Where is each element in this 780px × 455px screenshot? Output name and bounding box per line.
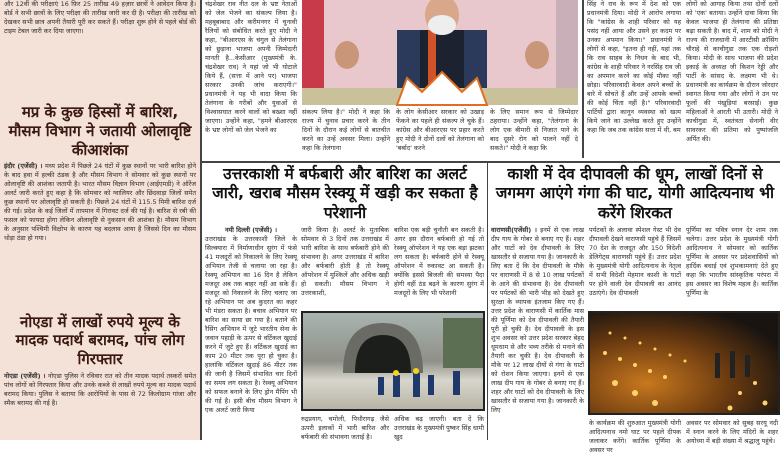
dateline: नयी दिल्ली (एजेंसी) । <box>224 226 278 235</box>
horizontal-rule <box>202 161 780 163</box>
headline-kashi-dev-deepawali: काशी में देव दीपावली की धूम, लाखों दिनों से जगमग आएंगे गंगा की घाट, योगी आदित्यनाथ भी करेंगे शिरकत <box>495 165 775 222</box>
ganga-ghat-diyas-photo <box>588 311 780 415</box>
uttarkashi-col-d: रुद्रप्रयाग, चमोली, पिथौरागढ़ जैसे ऊपरी इलाकों में भारी बारिश और बर्फबारी की संभावना जताई है। <box>301 415 389 442</box>
uttarkashi-col-a <box>205 226 297 440</box>
kashi-col-d: के कार्यक्रम की शुरुआत मुख्यमंत्री योगी आदित्यनाथ नमो घाट पर पहले दीपक जलाकर करेंगे। कार्तिक पूर्णिमा के अवसर पर <box>589 419 681 455</box>
uttarkashi-body <box>205 226 485 440</box>
article-noida-drugs <box>4 372 196 440</box>
dateline: वाराणसी(एजेंसी) । <box>491 226 537 235</box>
article-body: नोएडा पुलिस ने रविवार रात को तीन मादक पदार्थ तस्करों समेत पांच लोगों को गिरफ्तार किया और उनके कब्जे से लाखों रुपये मूल्य का मादक पदार्थ बरामद किया। पुलिस ने बताया कि आरोपियों के पास से 72 किलोग्राम गांजा और स्मैक बरामद की गई है। <box>4 371 196 407</box>
modi-story-col-b: संकल्प लिया है।" मोदी ने कहा कि राज्य में चुनाव प्रचार करने के तीन दिनों के दौरान कई लोगों से बातचीत करने का उन्हें अवसर मिला। उन्होंने कहा कि तेलंगाना <box>302 108 390 152</box>
article-body: मध्य प्रदेश में पिछले 24 घंटों में कुछ स्थानों पर भारी बारिश होने के बाद हवा में हल्की ठंडक है और मौसम विभाग ने सोमवार को कुछ स्थानों पर ओलावृष्टि की आशंका जतायी है। भारत मौसम विज्ञान विभाग (आईएमडी) ने ऑरेंज अलर्ट जारी करते हुए कहा है कि सोमवार को ग्वालियर और छिंदवाड़ा जिलों समेत कुछ स्थानों पर ओलावृष्टि हो सकती है। पिछले 24 घंटों में 115.5 मिमी बारिश दर्ज की गई। प्रदेश के कई जिलों में तापमान में गिरावट दर्ज की गई है। बारिश से रबी की फसल को फायदा होगा लेकिन ओलावृष्टि से नुकसान की आशंका है। मौसम विभाग के अनुसार पश्चिमी विक्षोभ के कारण यह बदलाव आया है जिससे दिन का मौसम थोड़ा ठंडा हो गया। <box>4 162 197 243</box>
tunnel-illustration <box>303 313 483 409</box>
kashi-body <box>490 226 780 455</box>
modi-story-col-f: लोगों को आगाह किया तथा दोनों दलों को 'एक' बताया। उन्होंने दावा किया कि केवल भाजपा ही तेलंगाना की प्रतिष्ठा बढ़ा सकती है। बाद में, शाम को मोदी ने राज्य की राजधानी में आरटीसी क्रॉसिंग चौराहे से काचीगुडा तक एक रोड़शो किया। मोदी के साथ भाजपा की प्रदेश इकाई के अध्यक्ष जी किशन रेड्डी और पार्टी के सांसद के. लक्ष्मण भी थे। प्रधानमंत्री का कार्यक्रम के दौरान जोरदार स्वागत किया गया और लोगों ने उन पर फूलों की पंखुड़ियां बरसाईं। कुछ महिलाओं ने आरती भी उतारी। मोदी ने काचीगुडा में, स्वतंत्रता सेनानी वीर सावरकर की प्रतिमा को पुष्पांजलि अर्पित की। <box>686 0 778 143</box>
kashi-col-e: अवसर पर सोमवार को सुबह सरयू नदी में स्नान करने के लिए मंदिरों के शहर अयोध्या में बड़ी संख्या में श्रद्धालु पहुंचे। <box>686 419 778 446</box>
column-divider <box>487 163 488 440</box>
kashi-story <box>490 164 780 455</box>
article-mp-rain <box>4 162 196 308</box>
uttarkashi-col-b: जारी किया है। अलर्ट के मुताबिक सोमवार से 3 दिनों तक उत्तराखंड में भारी बारिश के साथ बर्फबारी होने की संभावना है। अगर उत्तराखंड में बारिश और बर्फबारी होती है तो रेस्क्यू ऑपरेशन में मुश्किलें और अधिक खड़ी हो सकती। मौसम विभाग ने उत्तरकाशी, <box>301 226 389 298</box>
kashi-col-a <box>491 226 584 440</box>
tunnel-rescue-photo <box>301 311 485 411</box>
dateline: नोएडा (एजेंसी) । <box>4 371 46 380</box>
headline-uttarkashi: उत्तरकाशी में बर्फबारी और बारिश का अलर्ट जारी, खराब मौसम रेस्क्यू में खड़ी कर सकता है परेशानी <box>212 165 478 222</box>
column-divider <box>582 0 584 158</box>
kashi-col-c: पूर्णिमा का पवित्र स्नान देर शाम तक चलेगा। उत्तर प्रदेश के मुख्यमंत्री योगी आदित्यनाथ ने सोमवार को कार्तिक पूर्णिमा के अवसर पर प्रदेशवासियों को हार्दिक बधाई एवं शुभकामनाएं देते हुए कहा कि भारतीय सांस्कृतिक परंपरा में इस अवसर का विशेष महत्व है। कार्तिक पूर्णिमा के <box>686 226 778 298</box>
headline-mp-rain: मप्र के कुछ हिस्सों में बारिश, मौसम विभाग ने जतायी ओलावृष्टि कीआशंका <box>8 103 192 159</box>
left-top-text: और 12वीं की परीक्षाएं 16 फ़िर 25 तारीख 49 हज़ार छात्रों ने आवेदन किया है। बोर्ड ने सभी छात्रों के लिए परीक्षा की तारीख जारी कर दी है। परीक्षा की तारीख को देखकर सभी छात्र अपनी तैयारी पूरी कर सकते हैं। परीक्षा शुरू होने से पहले बोर्ड की टाइम टेबल जारी कर दिया जाएगा। <box>4 0 196 35</box>
article-body: उत्तराखंड के उत्तरकाशी जिले के सिल्क्यारा में निर्माणाधीन सुरंग में फंसे 41 मजदूरों को निकालने के लिए रेस्क्यू अभियान तेजी से चलाया जा रहा है। रेस्क्यू अभियान का 16 दिन है लेकिन मजदूर अब तक बाहर नहीं आ सके हैं। मजदूर को निकालने के लिए चलाए जा रहे अभियान पर अब कुदरत का कहर भी मंडरा सकता है। बचाव अभियान पर बारिश का साया छा गया है। बताने की रैसिंग अभियान में जुटे भारतीय सेना के जवान पहाड़ी के ऊपर से वर्टिकल खुदाई करने में जुटे हुए हैं। वर्टिकल खुदाई का काम 20 मीटर तक पूरा हो चुका है। हालांकि वर्टिकल खुदाई 86 मीटर तक की जानी है जिसमें संभावित चार दिनों का समय लग सकता है। रेस्क्यू अभियान को सफल बनाने के लिए ड्रोन मैपिंग भी की गई है। इसी बीच मौसम विभाग ने एक अलर्ट जारी किया <box>205 235 297 415</box>
uttarkashi-story <box>205 164 485 440</box>
kashi-col-b: पर्यटकों के अलावा स्पेशल गेस्ट भी देव दीपावली देखने वाराणसी पहुंचे हैं जिसमें 70 देश के राजदूत और 150 विदेशी डेलिगेट्स वाराणसी पहुंचे हैं। उत्तर प्रदेश के मुख्यमंत्री योगी आदित्यनाथ के नेतृत्व में सभी विदेशी मेहमान काशी के घाटों पर होने वाली देव दीपावली का आनंद उठाएंगे। देव दीपावली <box>589 226 681 298</box>
modi-story-col-e: सिंह ने राव के रूप में देश को एक प्रधानमंत्री दिया। मोदी ने आरोप लगाया कि "कांग्रेस के शाही परिवार को यह पसंद नहीं आया और उसने हर कदम पर उनका अपमान किया।" प्रधानमंत्री ने लोगों से कहा, "इतना ही नहीं, यहां तक कि राव साहब के निधन के बाद भी, कांग्रेस के शाही परिवार ने नरसिंह राव जी का अपमान करने का कोई मौका नहीं छोड़ा। परिवारवादी केवल अपने बच्चों के बारे में सोचते हैं और उन्हें आपके बच्चों की कोई चिंता नहीं है।" परिवारवादी पार्टियों द्वारा कानून व्यवस्था को खत्म किये जाने का उल्लेख करते हुए उन्होंने कहा कि जब तक कांग्रेस सत्ता में थी, बम <box>587 0 681 134</box>
diyas-illustration <box>590 313 778 413</box>
speaker-illustration <box>302 0 578 105</box>
modi-rally-photo <box>302 0 578 105</box>
modi-story-col-a: चंद्रशेखर राव नीत दल के भ्रष्ट नेताओं को जेल भेजने का संकल्प लिया है। महबूबाबाद और करीमनगर में चुनावी रैलियों को संबोधित करते हुए मोदी ने कहा, "बीआरएस के चंगुल से तेलंगाना को छुड़ाना भाजपा अपनी जिम्मेदारी मानती है...केसीआर (मुख्यमंत्री के. चंद्रशेखर राव) ने यहां जो भी घोटाले किये हैं, (सत्ता में आने पर) भाजपा सरकार उनकी जांच कराएगी।" प्रधानमंत्री ने यह भी वादा किया कि तेलंगाना के गरीबों और युवाओं से विश्वासघात करने वालों को बख्शा नहीं जाएगा। उन्होंने कहा, "हमने बीआरएस के भ्रष्ट लोगों को जेल भेजने का <box>205 0 297 134</box>
headline-noida-drugs: नोएडा में लाखों रुपये मूल्य के मादक पदार्थ बरामद, पांच लोग गिरफ्तार <box>15 312 185 368</box>
uttarkashi-col-c: बारिश एक बड़ी चुनौती बन सकती है। अगर इस दौरान बर्फबारी हो गई तो रेस्क्यू ऑपरेशन ने यह एक बड़ा झटका लग सकता है। बर्फबारी होने से रेस्क्यू ऑपरेशन में रुकावट आ सकती है। क्योंकि इससे बिजली की समस्या पैदा होगी वहीं ठंड बढ़ने के कारण सुरंग में मजदूरों के लिए भी परेशानी <box>394 226 484 298</box>
article-body: इनमें से एक लाख दीप गाय के गोबर से बनाए गए हैं। शहर और घाटों को देव दीपावली के लिए खासतौर से सजाया गया है। जानकारी के लिए बता दें कि देव दीपावली के मौके पर वाराणसी में 8 से 10 लाख पर्यटकों के आने की संभावना है। देव दीपावली पर पर्यटकों की भारी भीड़ को देखते हुए सुरक्षा के व्यापक इंतजाम किए गए हैं। उत्तर प्रदेश के वाराणसी में कार्तिक मास की पूर्णिमा को देव दीपावली की तैयारी पूरी हो चुकी है। देव दीपावली के इस शुभ अवसर को उत्तर प्रदेश सरकार बेहद धूमधाम से और भव्य तरीके से मनाने की तैयारी कर चुकी है। देव दीपावली के मौके पर 12 लाख दीयों से गंगा के घाटों को रोशन किया जाएगा। इनमें से एक लाख दीप गाय के गोबर से बनाए गए हैं। शहर और घाटों को देव दीपावली के लिए खासतौर से सजाया गया है। जानकारी के लिए <box>491 226 585 415</box>
modi-story-col-d: के लिए समान रूप से जिम्मेदार ठहराया। उन्होंने कहा, "तेलंगाना के लोग एक बीमारी से निजात पाने के बाद दूसरे रोग को पालने नहीं दे सकते।" मोदी ने कहा कि <box>490 108 578 152</box>
left-column <box>0 0 200 440</box>
modi-story-col-c: के लोग केसीआर सरकार को उखाड़ फेंकने का पहले ही संकल्प ले चुके हैं। कांग्रेस और बीआरएस पर प्रहार करते हुए मोदी ने दोनों दलों को तेलंगाना को 'बर्बाद' करने <box>396 108 484 152</box>
uttarkashi-col-e: अधिक बढ़ जाएगी। बता दें कि उत्तराखंड के मुख्यमंत्री पुष्कर सिंह धामी खुद <box>394 415 484 442</box>
dateline: इंदौर (एजेंसी) । <box>4 162 43 171</box>
column-divider <box>200 0 202 440</box>
